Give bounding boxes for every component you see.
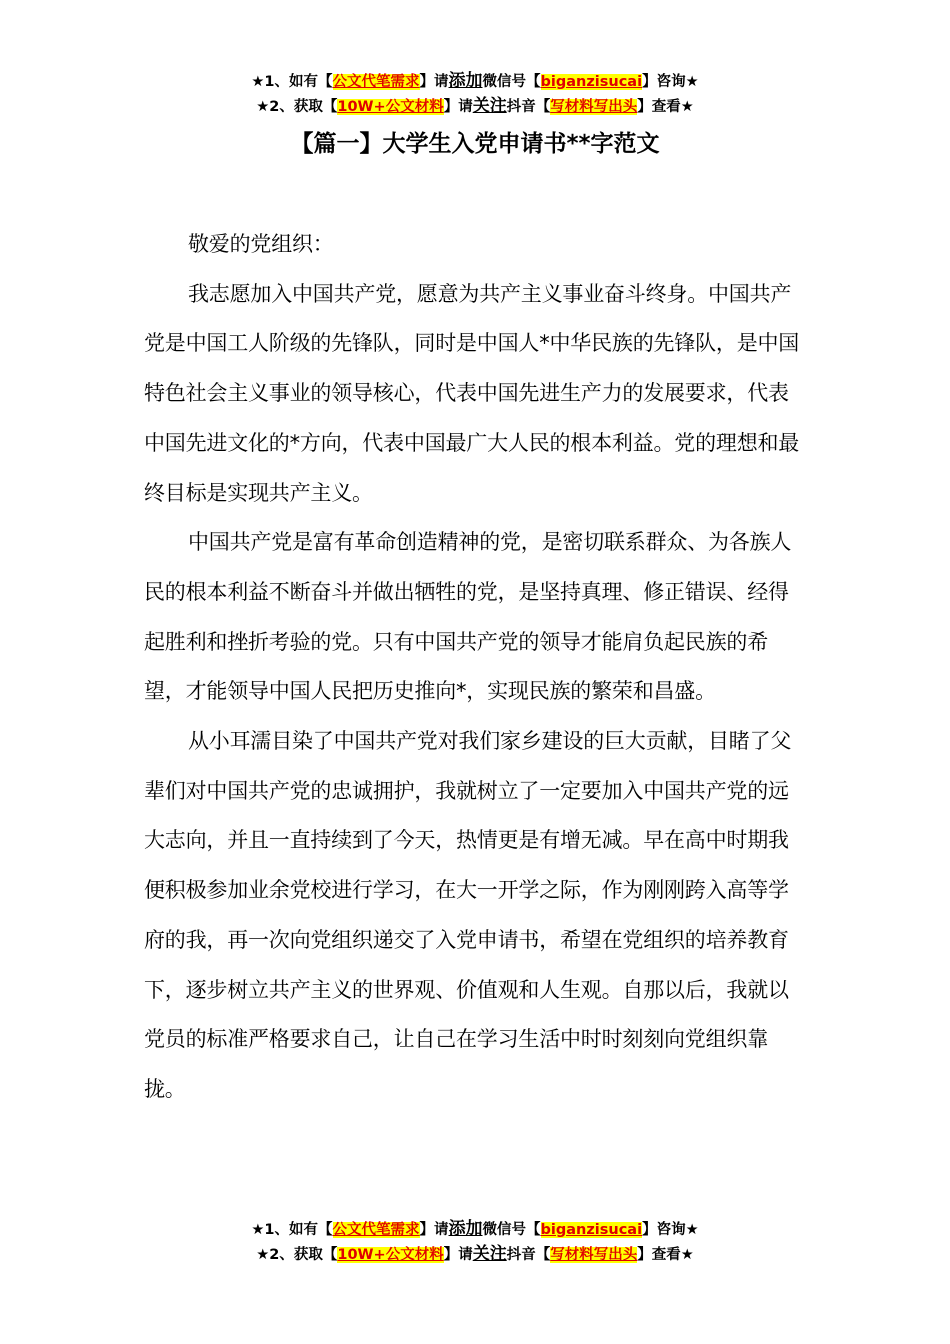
banner-text: 抖音【 [506,1247,551,1263]
salutation: 敬爱的党组织： [188,232,334,256]
banner-text: 】请 [443,99,473,115]
banner-emphasis: 关注 [472,1244,507,1264]
banner-highlight: 10W+公文材料 [337,1247,444,1263]
body-paragraph-2: 中国共产党是富有革命创造精神的党，是密切联系群众、为各族人民的根本利益不断奋斗并做出牺牲的党，是坚持真理、修正错误、经得起胜利和挫折考验的党。只有中国共产党的领导才能肩负起民族的希望，才能领导中国人民把历史推向*，实现民族的繁荣和昌盛。 [144,530,792,704]
banner-highlight: 写材料写出头 [550,1247,638,1263]
banner-line-1 [0,1217,950,1242]
banner-highlight: 写材料写出头 [550,99,638,115]
banner-highlight: 10W+公文材料 [337,99,444,115]
footer-banner [0,1217,950,1267]
banner-text: ★2、获取【 [256,1247,338,1263]
body-paragraph-1: 我志愿加入中国共产党，愿意为共产主义事业奋斗终身。中国共产党是中国工人阶级的先锋队，同时是中国人*中华民族的先锋队，是中国特色社会主义事业的领导核心，代表中国先进生产力的发展要求，代表中国先进文化的*方向，代表中国最广大人民的根本利益。党的理想和最终目标是实现共产主义。 [144,281,800,505]
banner-highlight: 公文代笔需求 [332,74,420,90]
banner-highlight: 公文代笔需求 [332,1222,420,1238]
banner-text: ★1、如有【 [251,74,333,90]
banner-text: 】查看★ [637,99,694,115]
banner-text: 】咨询★ [642,74,699,90]
banner-emphasis: 添加 [448,1219,483,1239]
banner-text: ★1、如有【 [251,1222,333,1238]
body-paragraph-3: 从小耳濡目染了中国共产党对我们家乡建设的巨大贡献，目睹了父辈们对中国共产党的忠诚拥护，我就树立了一定要加入中国共产党的远大志向，并且一直持续到了今天，热情更是有增无减。早在高中时期我便积极参加业余党校进行学习，在大一开学之际，作为刚刚跨入高等学府的我，再一次向党组织递交了入党申请书，希望在党组织的培养教育下，逐步树立共产主义的世界观、价值观和人生观。自那以后，我就以党员的标准严格要求自己，让自己在学习生活中时时刻刻向党组织靠拢。 [144,729,792,1101]
banner-highlight: biganzisucai [540,74,643,90]
banner-text: 】请 [419,74,449,90]
document-body [144,220,806,1115]
banner-text: 】查看★ [637,1247,694,1263]
banner-line-1 [0,69,950,94]
header-banner [0,69,950,119]
banner-line-2 [0,1242,950,1267]
banner-text: 微信号【 [482,74,541,90]
banner-text: ★2、获取【 [256,99,338,115]
banner-line-2 [0,94,950,119]
banner-text: 】请 [443,1247,473,1263]
banner-text: 微信号【 [482,1222,541,1238]
banner-text: 】咨询★ [642,1222,699,1238]
banner-highlight: biganzisucai [540,1222,643,1238]
document-title: 【篇一】大学生入党申请书**字范文 [290,131,660,157]
banner-emphasis: 添加 [448,71,483,91]
banner-text: 】请 [419,1222,449,1238]
banner-emphasis: 关注 [472,96,507,116]
banner-text: 抖音【 [506,99,551,115]
